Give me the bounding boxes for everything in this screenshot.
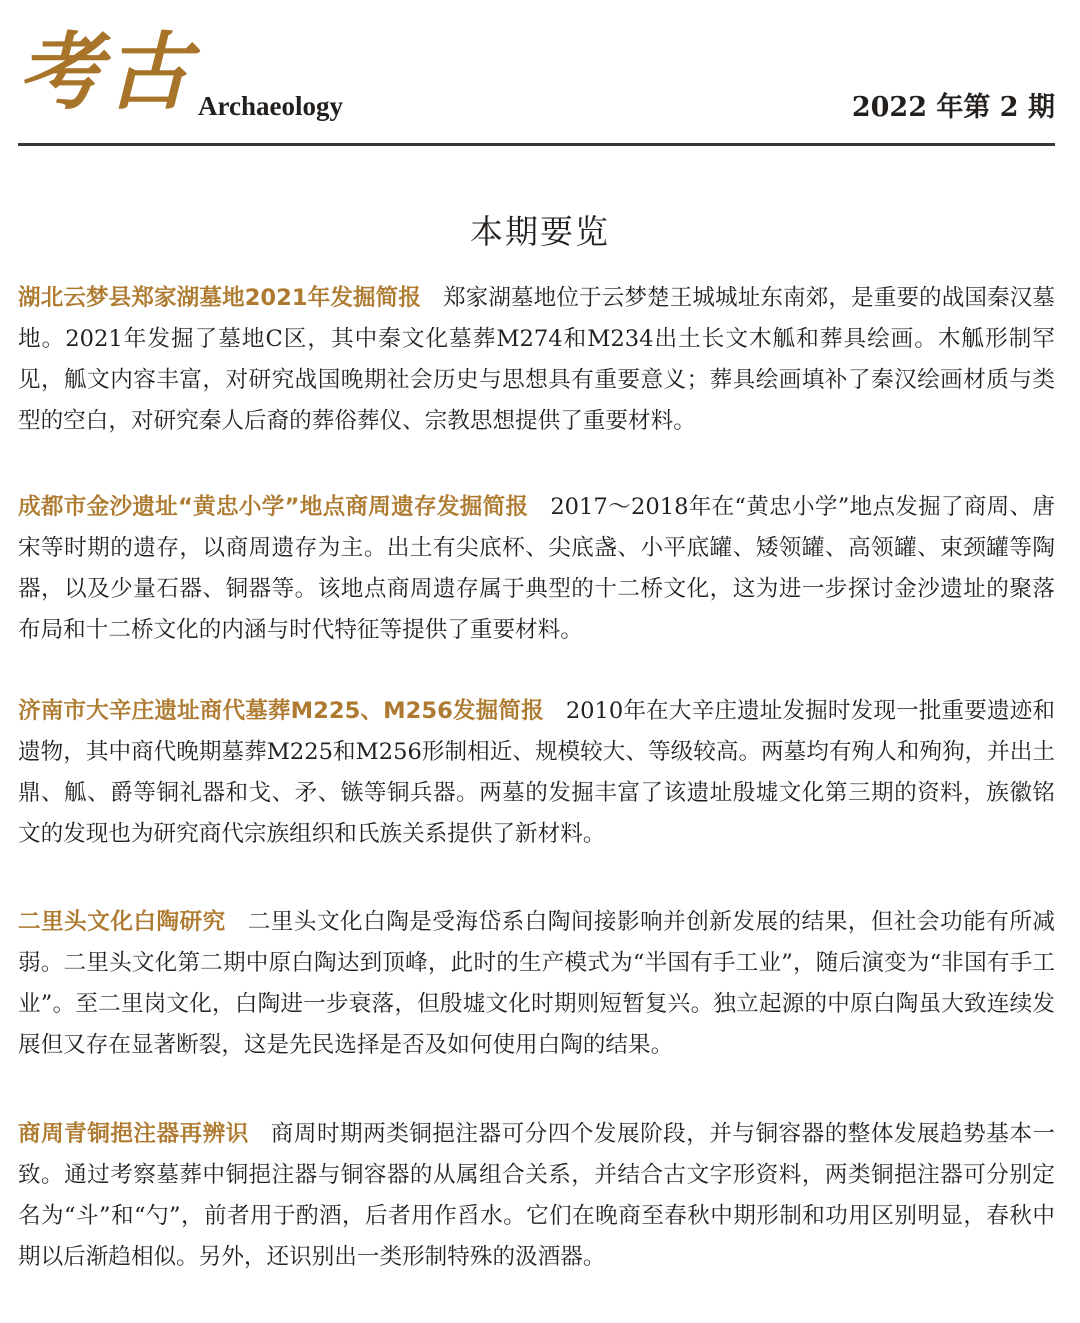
header-divider: [18, 143, 1055, 146]
article-summary: [18, 902, 1055, 1066]
article-title[interactable]: 湖北云梦县郑家湖墓地2021年发掘简报: [18, 285, 421, 311]
article-abstract: 郑家湖墓地位于云梦楚王城城址东南郊，是重要的战国秦汉墓地。2021年发掘了墓地C区，其中秦文化墓葬M274和M234出土长文木觚和葬具绘画。木觚形制罕见，觚文内容丰富，对研究战国晚期社会历史与思想具有重要意义；葬具绘画填补了秦汉绘画材质与类型的空白，对研究秦人后裔的葬俗葬仪、宗教思想提供了重要材料。: [18, 285, 1055, 434]
section-title: 本期要览: [470, 212, 610, 251]
article-title[interactable]: 商周青铜挹注器再辨识: [18, 1121, 249, 1147]
article-abstract: 2017～2018年在“黄忠小学”地点发掘了商周、唐宋等时期的遗存，以商周遗存为主。出土有尖底杯、尖底盏、小平底罐、矮领罐、高领罐、束颈罐等陶器，以及少量石器、铜器等。该地点商周遗存属于典型的十二桥文化，这为进一步探讨金沙遗址的聚落布局和十二桥文化的内涵与时代特征等提供了重要材料。: [18, 494, 1055, 643]
issue-number: 2022 年第 2 期: [851, 92, 1055, 123]
article-list: [18, 278, 1055, 1323]
article-abstract: 2010年在大辛庄遗址发掘时发现一批重要遗迹和遗物，其中商代晚期墓葬M225和M256形制相近、规模较大、等级较高。两墓均有殉人和殉狗，并出土鼎、觚、爵等铜礼器和戈、矛、镞等铜兵器。两墓的发掘丰富了该遗址殷墟文化第三期的资料，族徽铭文的发现也为研究商代宗族组织和氏族关系提供了新材料。: [18, 698, 1056, 847]
article-abstract: 商周时期两类铜挹注器可分四个发展阶段，并与铜容器的整体发展趋势基本一致。通过考察墓葬中铜挹注器与铜容器的从属组合关系，并结合古文字形资料，两类铜挹注器可分别定名为“斗”和“勺”，前者用于酌酒，后者用作舀水。它们在晚商至春秋中期形制和功用区别明显，春秋中期以后渐趋相似。另外，还识别出一类形制特殊的汲酒器。: [18, 1121, 1056, 1270]
article-summary: [18, 691, 1055, 855]
article-title[interactable]: 二里头文化白陶研究: [18, 909, 226, 935]
article-summary: [18, 1114, 1055, 1278]
article-summary: [18, 487, 1055, 651]
article-abstract: 二里头文化白陶是受海岱系白陶间接影响并创新发展的结果，但社会功能有所减弱。二里头文化第二期中原白陶达到顶峰，此时的生产模式为“半国有手工业”，随后演变为“非国有手工业”。至二里岗文化，白陶进一步衰落，但殷墟文化时期则短暂复兴。独立起源的中原白陶虽大致连续发展但又存在显著断裂，这是先民选择是否及如何使用白陶的结果。: [18, 909, 1056, 1058]
masthead: [18, 0, 1055, 146]
article-title[interactable]: 成都市金沙遗址“黄忠小学”地点商周遗存发掘简报: [18, 494, 529, 520]
article-summary: [18, 278, 1055, 442]
article-title[interactable]: 济南市大辛庄遗址商代墓葬M225、M256发掘简报: [18, 698, 544, 724]
journal-logo: 考古: [18, 22, 195, 121]
journal-name-english: Archaeology: [198, 91, 343, 121]
